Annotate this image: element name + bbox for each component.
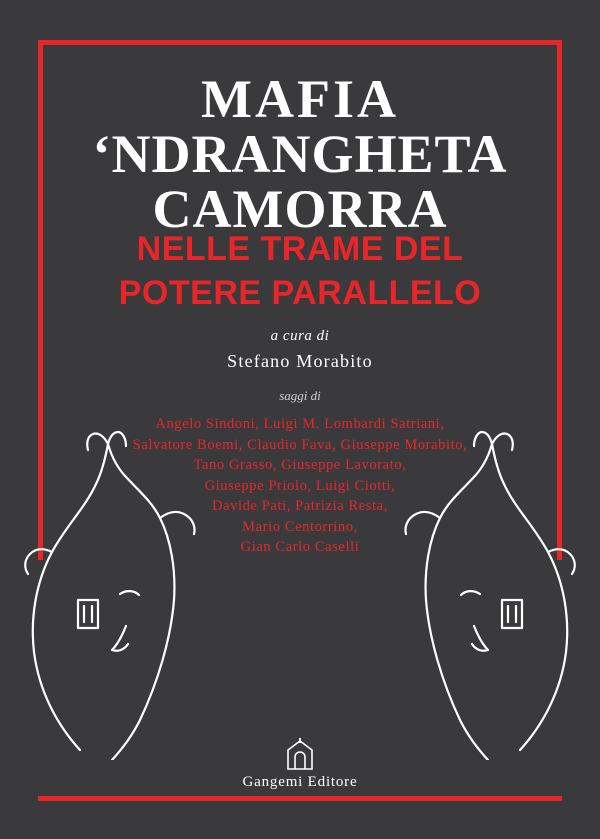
contributor-line: Mario Centorrino, [242,518,358,535]
contributor-line: Angelo Sindoni, Luigi M. Lombardi Satriani, [155,416,445,432]
book-title [0,69,600,240]
contributor-line: Gian Carlo Caselli [240,539,360,556]
publisher-block [0,738,600,791]
contributor-line: Salvatore Boemi, Claudio Fava, Giuseppe Morabito, [132,436,468,453]
contributors-list [0,388,600,558]
subtitle-line-1: NELLE TRAME DEL [136,230,464,268]
frame-bottom-border [38,796,562,801]
title-line-3: CAMORRA [152,179,448,240]
editor-credit [0,328,600,372]
editor-label: a cura di [270,328,330,344]
title-line-1: MAFIA [201,69,399,129]
contributor-line: Tano Grasso, Giuseppe Lavorato, [193,457,407,474]
publisher-name: Gangemi Editore [242,774,358,790]
house-logo-icon [285,738,315,772]
contributor-line: Giuseppe Priolo, Luigi Ciotti, [204,477,396,494]
title-line-2: ‘NDRANGHETA [92,124,508,185]
book-subtitle [0,228,600,315]
contributors-label: saggi di [279,388,321,403]
editor-name: Stefano Morabito [227,351,373,371]
subtitle-line-2: POTERE PARALLELO [118,273,482,312]
frame-top-border [38,40,562,45]
contributor-line: Davide Pati, Patrizia Resta, [212,498,388,515]
